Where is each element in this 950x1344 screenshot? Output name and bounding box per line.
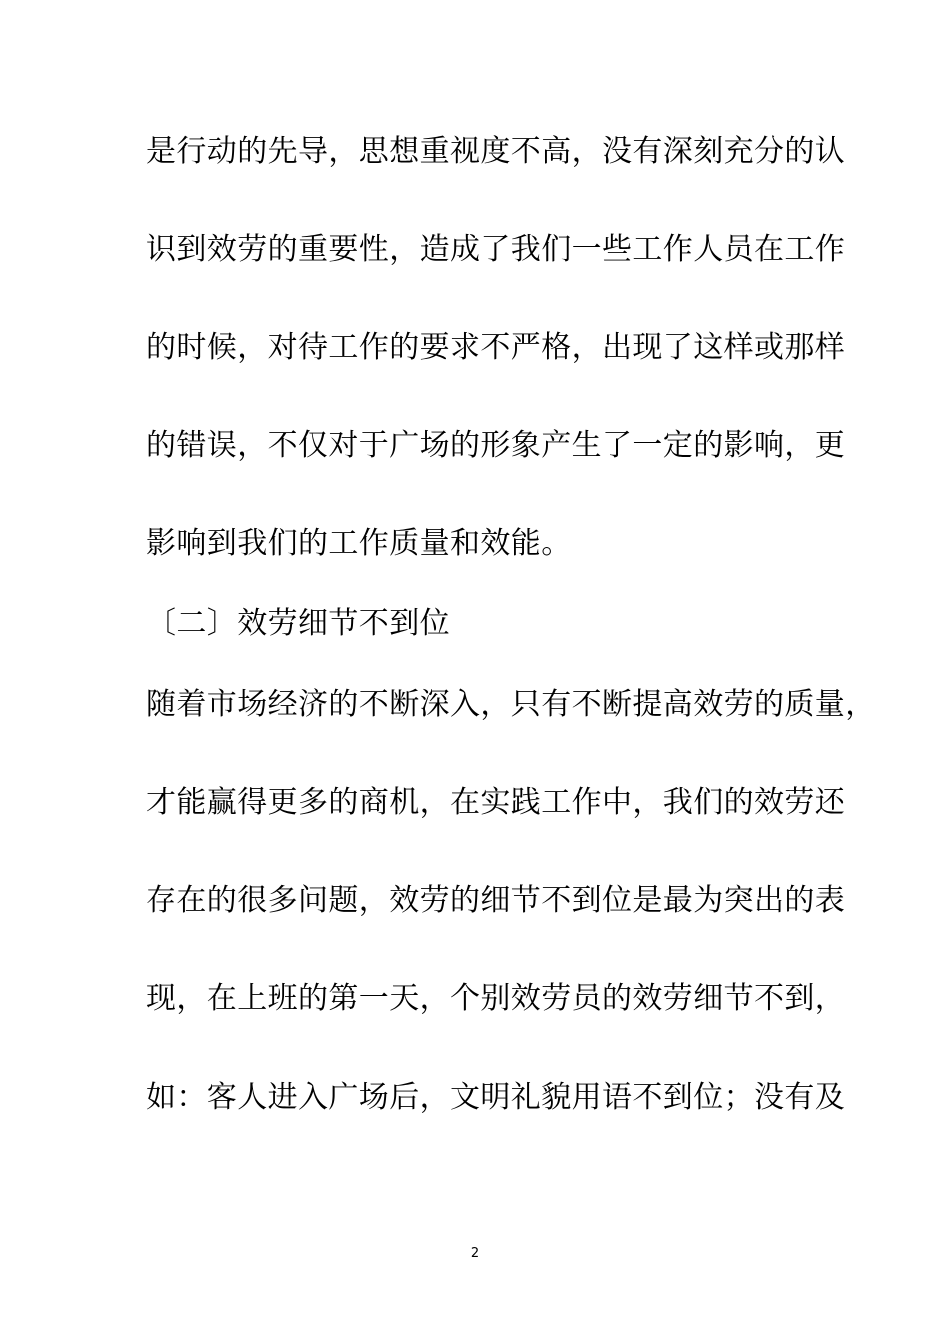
- paragraph-line: 存在的很多问题，效劳的细节不到位是最为突出的表: [146, 883, 846, 918]
- paragraph-line: 的时候，对待工作的要求不严格，出现了这样或那样: [146, 330, 846, 365]
- paragraph-line: 才能赢得更多的商机，在实践工作中，我们的效劳还: [146, 785, 846, 820]
- paragraph-line: 现，在上班的第一天，个别效劳员的效劳细节不到，: [146, 981, 846, 1016]
- page-number: 2: [470, 1246, 480, 1261]
- paragraph-line: 识到效劳的重要性，造成了我们一些工作人员在工作: [146, 232, 846, 267]
- paragraph-line: 是行动的先导，思想重视度不高，没有深刻充分的认: [146, 134, 846, 169]
- paragraph-line: 如：客人进入广场后，文明礼貌用语不到位；没有及: [146, 1080, 846, 1115]
- paragraph-line: 影响到我们的工作质量和效能。: [146, 526, 572, 561]
- paragraph-line: 的错误，不仅对于广场的形象产生了一定的影响，更: [146, 428, 846, 463]
- section-heading: 〔二〕效劳细节不到位: [146, 606, 450, 641]
- paragraph-line: 随着市场经济的不断深入，只有不断提高效劳的质量，: [146, 687, 876, 722]
